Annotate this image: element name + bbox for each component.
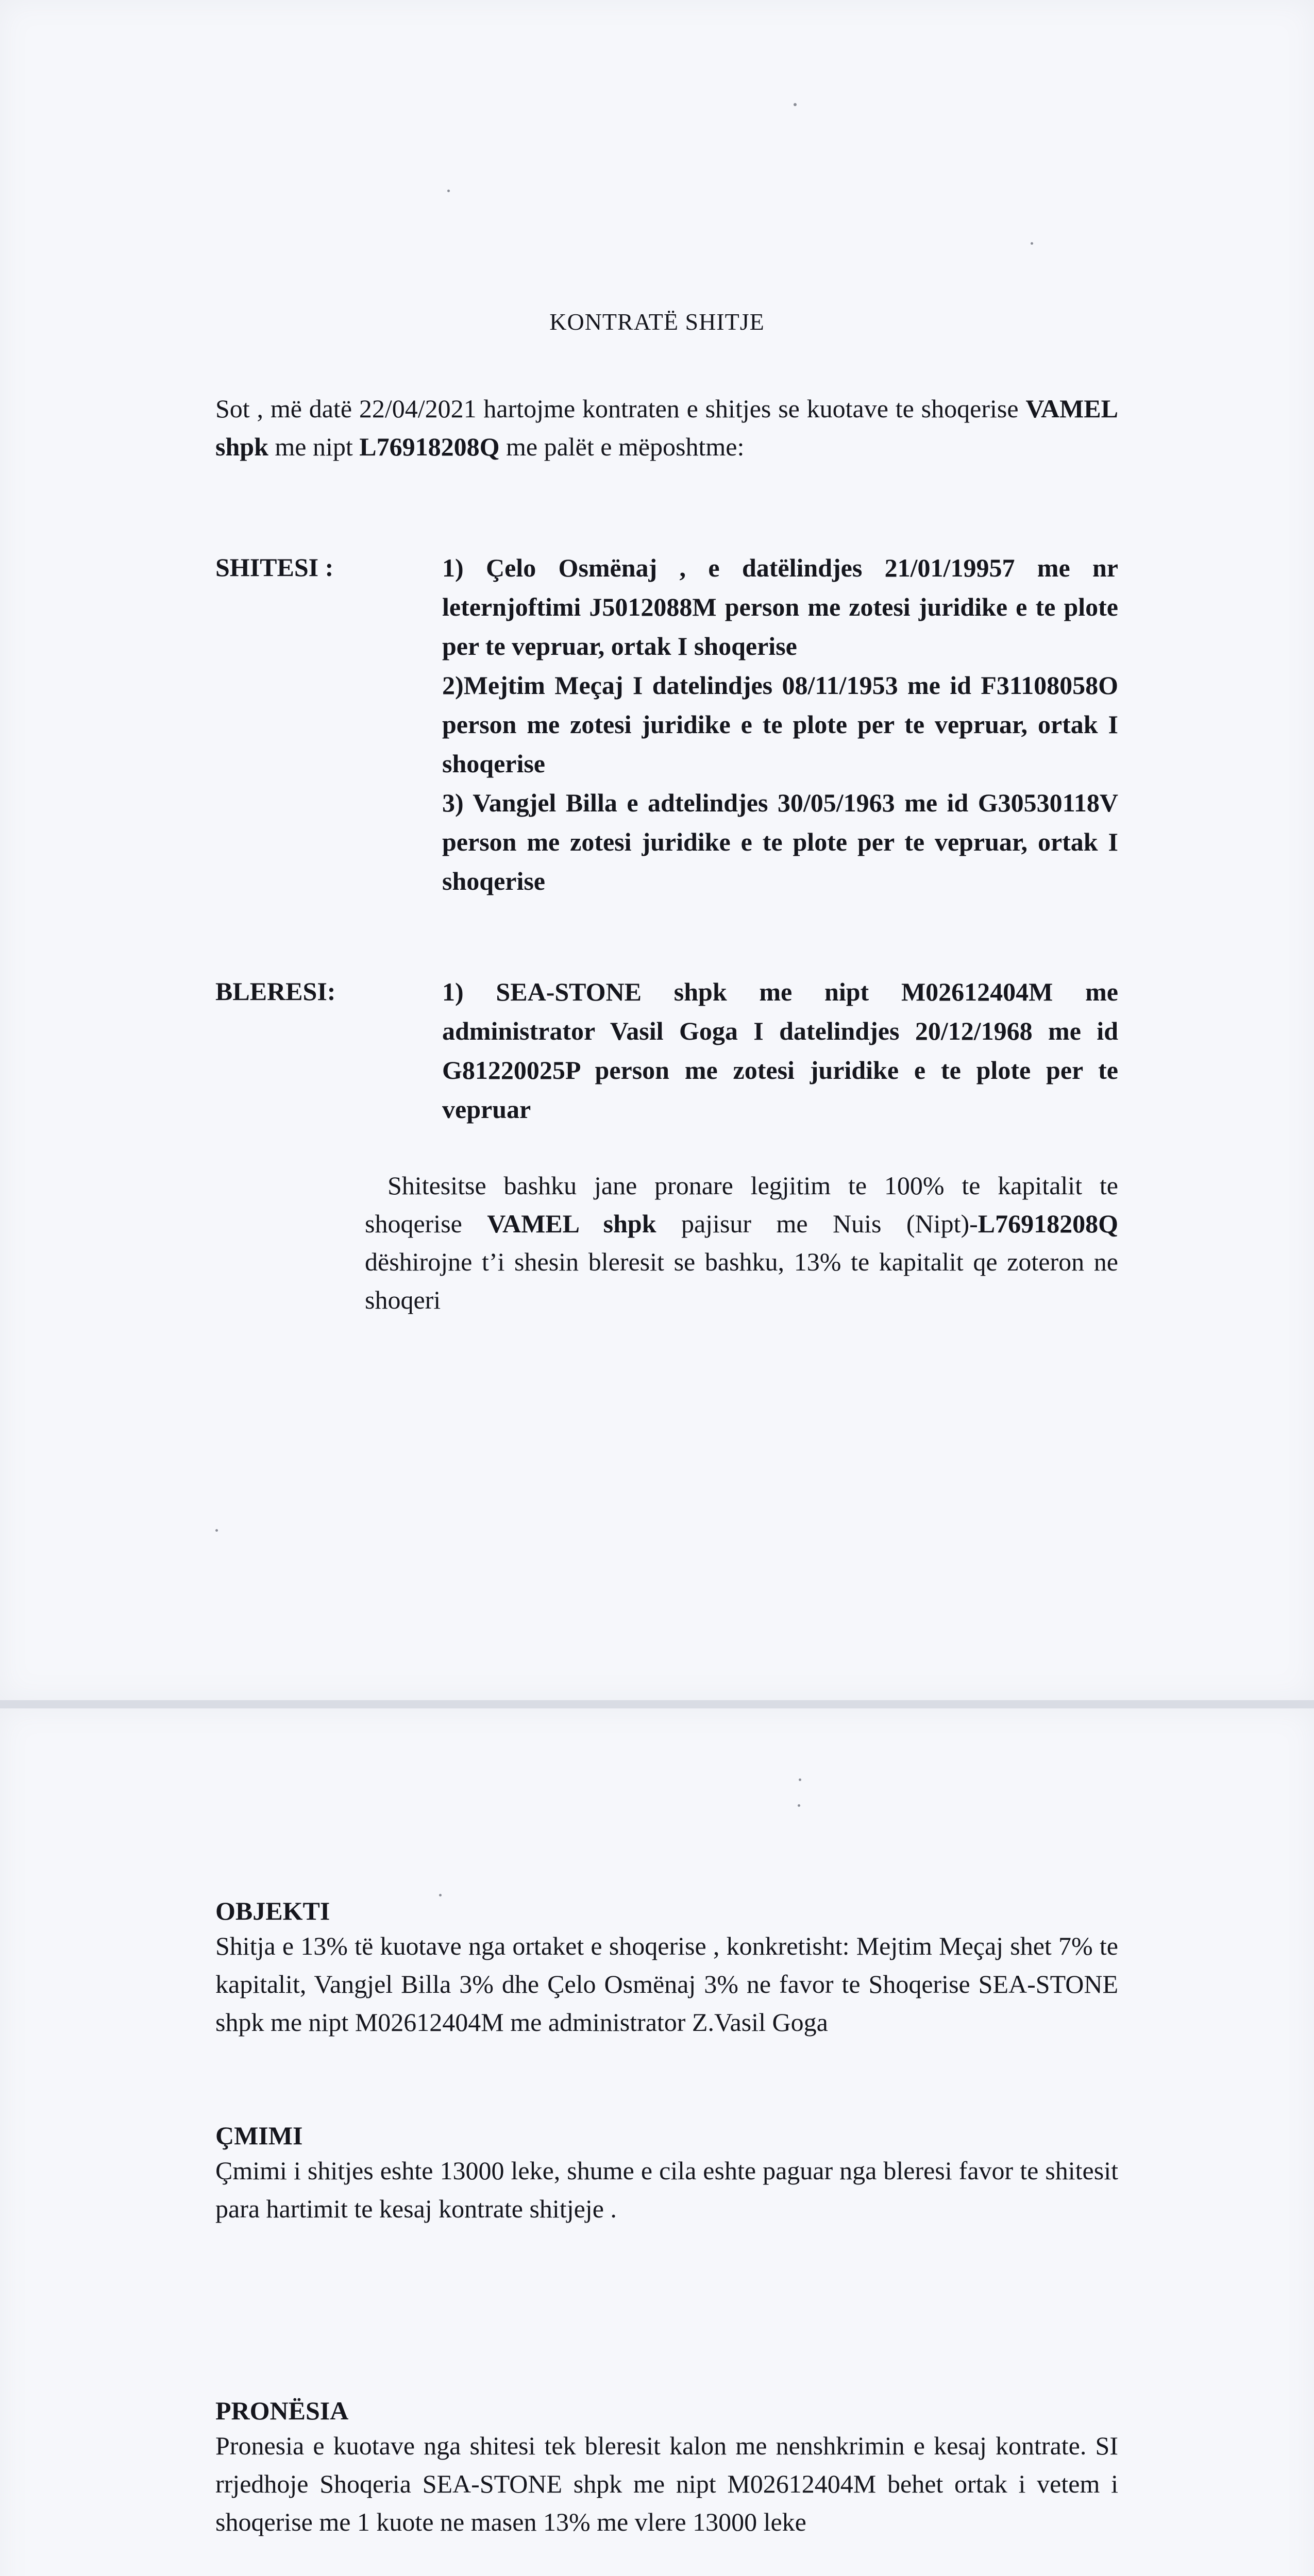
seller-list	[442, 548, 1118, 901]
intro-paragraph: Sot , më datë 22/04/2021 hartojme kontraten e shitjes se kuotave te shoqerise VAMEL shpk me nipt L76918208Q me palët e mëposhtme:	[215, 394, 1118, 461]
scan-speck	[215, 1529, 218, 1532]
scan-speck	[794, 103, 797, 106]
section-body-objekti: Shitja e 13% të kuotave nga ortaket e shoqerise , konkretisht: Mejtim Meçaj shet 7% te kapitalit, Vangjel Billa 3% dhe Çelo Osmënaj 3% ne favor te Shoqerise SEA-STONE shpk me nipt M02612404M me administrator Z.Vasil Goga	[215, 1931, 1118, 2037]
document-title: KONTRATË SHITJE	[549, 309, 765, 335]
section-heading-objekti: OBJEKTI	[215, 1896, 330, 1925]
buyer-label: BLERESI:	[215, 977, 336, 1006]
contract-page-2	[0, 1708, 1314, 2576]
scan-speck	[798, 1804, 800, 1807]
section-body-pronesia: Pronesia e kuotave nga shitesi tek bleresit kalon me nenshkrimin e kesaj kontrate. SI rrjedhoje Shoqeria SEA-STONE shpk me nipt M02612404M behet ortak i vetem i shoqerise me 1 kuote ne masen 13% me vlere 13000 leke	[215, 2431, 1118, 2536]
seller-entry: 3) Vangjel Billa e adtelindjes 30/05/1963 me id G30530118V person me zotesi juridike e te plote per te vepruar, ortak I shoqerise	[442, 788, 1118, 895]
section-heading-pronesia: PRONËSIA	[215, 2396, 349, 2425]
buyer-list	[442, 972, 1118, 1129]
seller-entry: 1) Çelo Osmënaj , e datëlindjes 21/01/19957 me nr leternjoftimi J5012088M person me zotesi juridike e te plote per te vepruar, ortak I shoqerise	[442, 553, 1118, 660]
scan-speck	[799, 1778, 801, 1781]
page-divider	[0, 1700, 1314, 1708]
scan-speck	[1031, 242, 1033, 245]
seller-label: SHITESI :	[215, 553, 334, 582]
section-heading-cmimi: ÇMIMI	[215, 2121, 303, 2150]
seller-entry: 2)Mejtim Meçaj I datelindjes 08/11/1953 me id F31108058O person me zotesi juridike e te plote per te vepruar, ortak I shoqerise	[442, 671, 1118, 778]
buyer-entry: 1) SEA-STONE shpk me nipt M02612404M me administrator Vasil Goga I datelindjes 20/12/1968 me id G81220025P person me zotesi juridike e te plote per te vepruar	[442, 977, 1118, 1124]
section-body-cmimi: Çmimi i shitjes eshte 13000 leke, shume e cila eshte paguar nga bleresi favor te shitesit para hartimit te kesaj kontrate shitjeje .	[215, 2156, 1118, 2223]
scan-speck	[447, 190, 450, 192]
ownership-paragraph: Shitesitse bashku jane pronare legjitim te 100% te kapitalit te shoqerise VAMEL shpk pajisur me Nuis (Nipt)-L76918208Q dëshirojne t’i shesin bleresit se bashku, 13% te kapitalit qe zoteron ne shoqeri	[365, 1171, 1119, 1314]
scan-speck	[439, 1894, 442, 1896]
